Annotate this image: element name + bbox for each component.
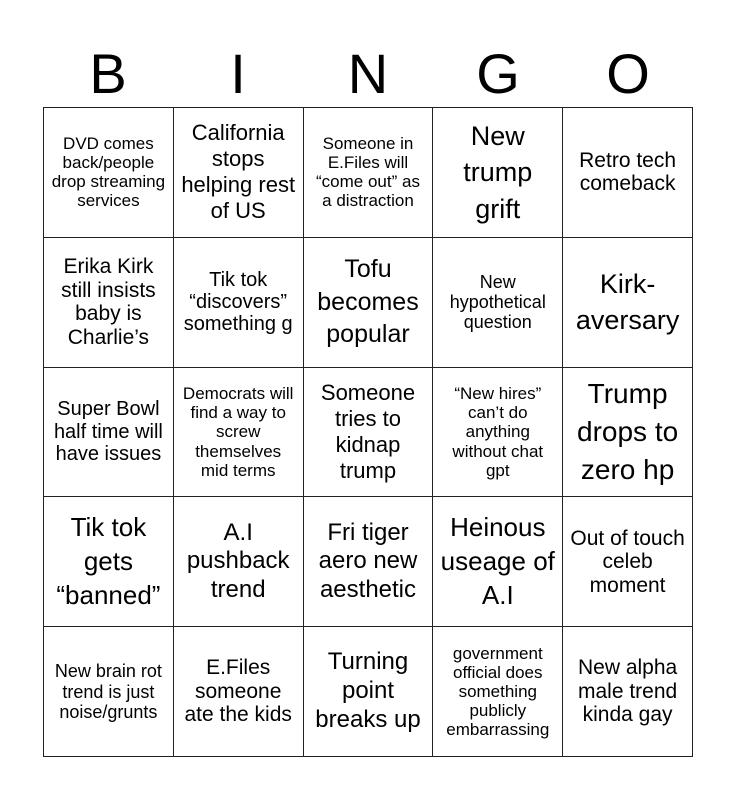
header-letter-o: O xyxy=(606,42,650,105)
bingo-cell[interactable]: Tik tok gets “banned” xyxy=(44,497,174,627)
bingo-cell[interactable]: New trump grift xyxy=(433,108,563,238)
bingo-cell[interactable]: A.I pushback trend xyxy=(174,497,304,627)
bingo-cell[interactable]: Out of touch celeb moment xyxy=(563,497,693,627)
bingo-cell[interactable]: Erika Kirk still insists baby is Charlie’s xyxy=(44,238,174,368)
bingo-cell[interactable]: New alpha male trend kinda gay xyxy=(563,627,693,757)
bingo-cell[interactable]: Someone tries to kidnap trump xyxy=(304,368,434,498)
bingo-cell[interactable]: Heinous useage of A.I xyxy=(433,497,563,627)
bingo-cell[interactable]: government official does something publicly embarrassing xyxy=(433,627,563,757)
bingo-cell[interactable]: E.Files someone ate the kids xyxy=(174,627,304,757)
bingo-cell[interactable]: Someone in E.Files will “come out” as a distraction xyxy=(304,108,434,238)
header-letter-i: I xyxy=(230,42,246,105)
bingo-cell[interactable]: “New hires” can’t do anything without chat gpt xyxy=(433,368,563,498)
bingo-cell[interactable]: New brain rot trend is just noise/grunts xyxy=(44,627,174,757)
bingo-cell[interactable]: Tik tok “discovers” something g xyxy=(174,238,304,368)
bingo-cell[interactable]: DVD comes back/people drop streaming services xyxy=(44,108,174,238)
bingo-cell[interactable]: Trump drops to zero hp xyxy=(563,368,693,498)
header-letter-g: G xyxy=(476,42,520,105)
bingo-cell[interactable]: Super Bowl half time will have issues xyxy=(44,368,174,498)
bingo-cell[interactable]: New hypothetical question xyxy=(433,238,563,368)
bingo-cell[interactable]: Democrats will find a way to screw themselves mid terms xyxy=(174,368,304,498)
bingo-header xyxy=(43,40,693,108)
bingo-cell[interactable]: Turning point breaks up xyxy=(304,627,434,757)
bingo-cell[interactable]: Retro tech comeback xyxy=(563,108,693,238)
bingo-grid xyxy=(43,107,693,757)
bingo-cell[interactable]: Fri tiger aero new aesthetic xyxy=(304,497,434,627)
header-letter-b: B xyxy=(89,42,127,105)
bingo-cell[interactable]: California stops helping rest of US xyxy=(174,108,304,238)
bingo-cell[interactable]: Tofu becomes popular xyxy=(304,238,434,368)
bingo-cell[interactable]: Kirk-aversary xyxy=(563,238,693,368)
header-letter-n: N xyxy=(347,42,389,105)
